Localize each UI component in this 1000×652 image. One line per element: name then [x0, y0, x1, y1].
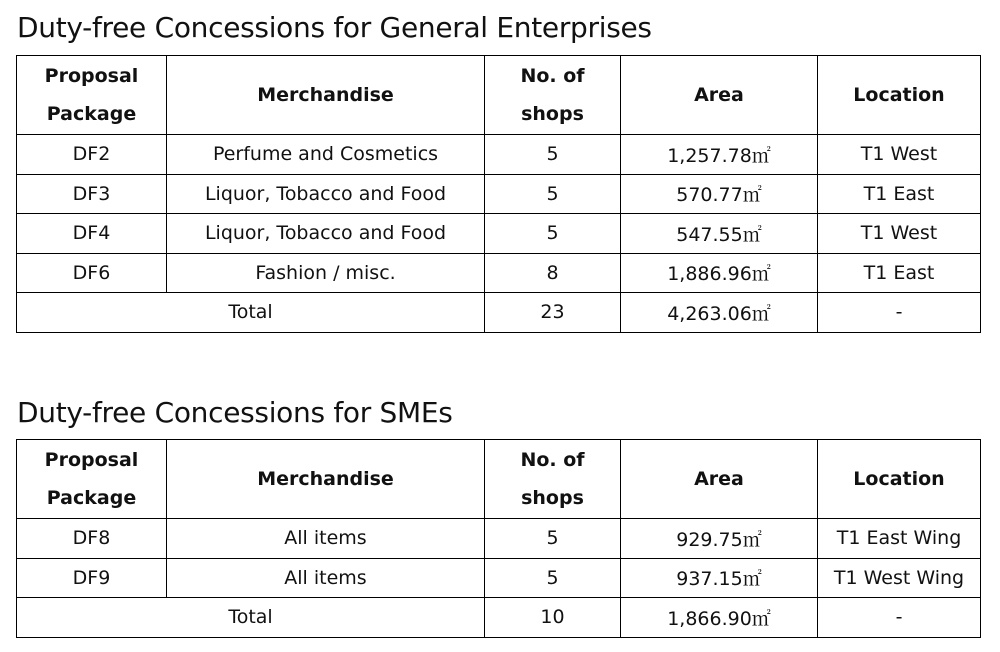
total-row	[17, 293, 981, 333]
cell-package: DF6	[17, 253, 167, 293]
cell-area: 1,257.78㎡	[621, 135, 818, 175]
cell-shops: 5	[485, 519, 621, 559]
sme-section-title: Duty-free Concessions for SMEs	[17, 396, 453, 429]
cell-merchandise: Fashion / misc.	[167, 253, 485, 293]
total-area: 4,263.06㎡	[621, 293, 818, 333]
cell-shops: 5	[485, 174, 621, 214]
cell-location: T1 East	[818, 253, 981, 293]
header-merchandise: Merchandise	[167, 56, 485, 135]
cell-merchandise: Liquor, Tobacco and Food	[167, 214, 485, 254]
header-area: Area	[621, 440, 818, 519]
cell-merchandise: All items	[167, 519, 485, 559]
header-area: Area	[621, 56, 818, 135]
table-row	[17, 253, 981, 293]
total-row	[17, 598, 981, 638]
table-row	[17, 214, 981, 254]
total-shops: 10	[485, 598, 621, 638]
cell-merchandise: Perfume and Cosmetics	[167, 135, 485, 175]
cell-location: T1 East	[818, 174, 981, 214]
cell-package: DF4	[17, 214, 167, 254]
cell-package: DF3	[17, 174, 167, 214]
cell-merchandise: All items	[167, 558, 485, 598]
cell-location: T1 West	[818, 214, 981, 254]
general-concessions-table	[16, 55, 981, 333]
cell-merchandise: Liquor, Tobacco and Food	[167, 174, 485, 214]
table-row	[17, 135, 981, 175]
header-merchandise: Merchandise	[167, 440, 485, 519]
cell-package: DF8	[17, 519, 167, 559]
cell-shops: 8	[485, 253, 621, 293]
total-shops: 23	[485, 293, 621, 333]
header-proposal-package: Proposal Package	[17, 56, 167, 135]
total-label: Total	[17, 598, 485, 638]
cell-package: DF9	[17, 558, 167, 598]
table-row	[17, 558, 981, 598]
cell-package: DF2	[17, 135, 167, 175]
general-section-title: Duty-free Concessions for General Enterprises	[17, 11, 652, 44]
total-location: -	[818, 293, 981, 333]
table-header-row	[17, 56, 981, 135]
header-proposal-package: Proposal Package	[17, 440, 167, 519]
cell-location: T1 East Wing	[818, 519, 981, 559]
table-row	[17, 174, 981, 214]
cell-area: 929.75㎡	[621, 519, 818, 559]
cell-area: 1,886.96㎡	[621, 253, 818, 293]
cell-area: 937.15㎡	[621, 558, 818, 598]
cell-location: T1 West Wing	[818, 558, 981, 598]
header-location: Location	[818, 56, 981, 135]
header-no-of-shops: No. of shops	[485, 56, 621, 135]
table-row	[17, 519, 981, 559]
total-location: -	[818, 598, 981, 638]
total-label: Total	[17, 293, 485, 333]
header-no-of-shops: No. of shops	[485, 440, 621, 519]
cell-shops: 5	[485, 135, 621, 175]
cell-area: 547.55㎡	[621, 214, 818, 254]
table-header-row	[17, 440, 981, 519]
cell-shops: 5	[485, 558, 621, 598]
header-location: Location	[818, 440, 981, 519]
cell-area: 570.77㎡	[621, 174, 818, 214]
cell-shops: 5	[485, 214, 621, 254]
sme-concessions-table	[16, 439, 981, 638]
total-area: 1,866.90㎡	[621, 598, 818, 638]
cell-location: T1 West	[818, 135, 981, 175]
